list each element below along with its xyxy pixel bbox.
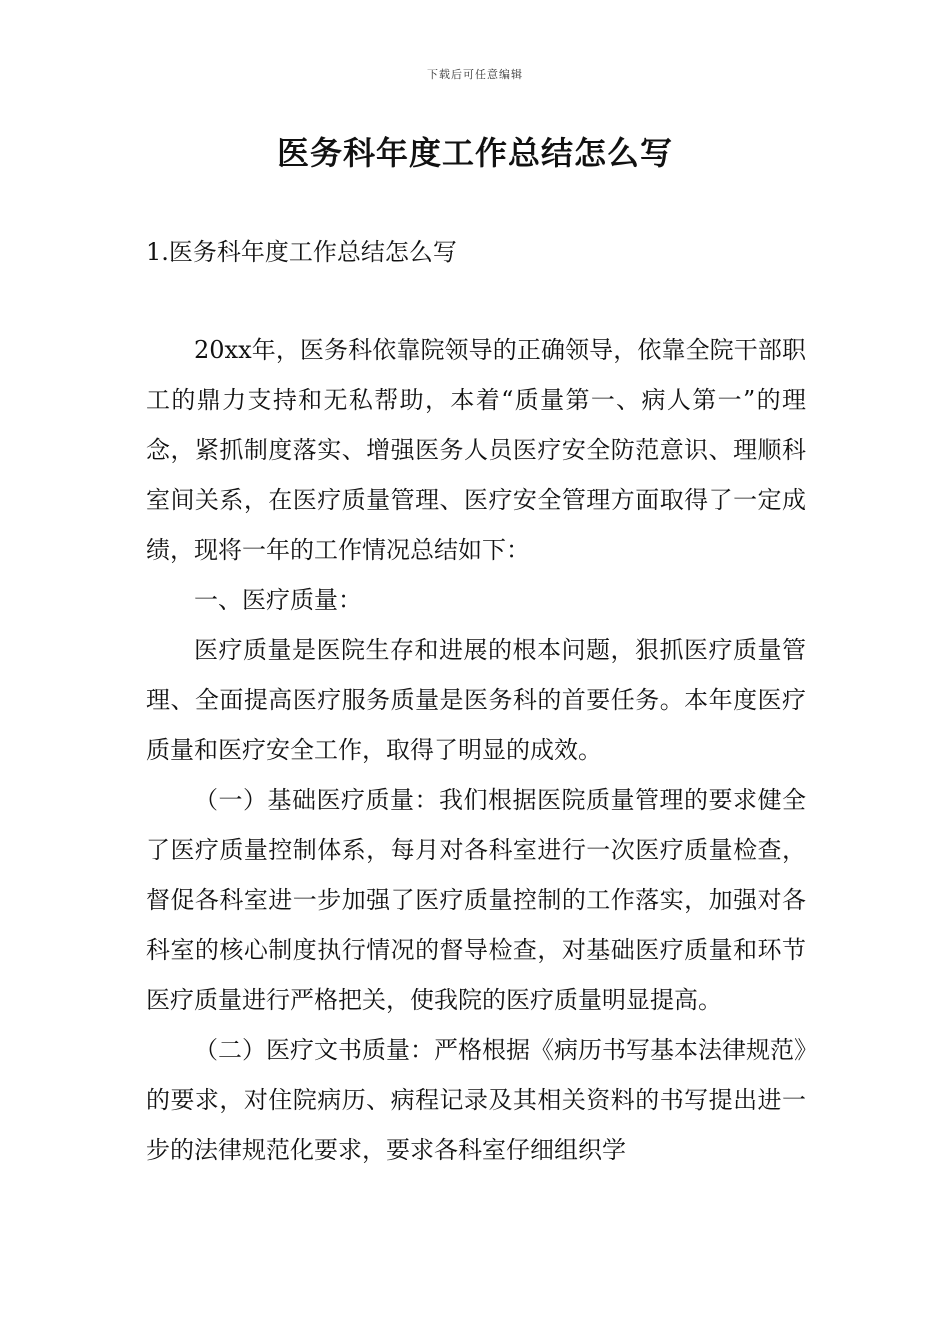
document-title: 医务科年度工作总结怎么写: [276, 134, 673, 172]
paragraph-basic-quality: （一）基础医疗质量：我们根据医院质量管理的要求健全了医疗质量控制体系，每月对各科室进行一次医疗质量检查，督促各科室进一步加强了医疗质量控制的工作落实，加强对各科室的核心制度执行情况的督导检查，对基础医疗质量和环节医疗质量进行严格把关，使我院的医疗质量明显提高。: [146, 786, 806, 1014]
section-heading: 1.医务科年度工作总结怎么写: [146, 238, 457, 266]
paragraph-medical-quality: 医疗质量是医院生存和进展的根本问题，狠抓医疗质量管理、全面提高医疗服务质量是医务科的首要任务。本年度医疗质量和医疗安全工作，取得了明显的成效。: [146, 636, 806, 764]
paragraph-heading-medical-quality: 一、医疗质量：: [194, 586, 362, 614]
paragraph-intro: 20xx年，医务科依靠院领导的正确领导，依靠全院干部职工的鼎力支持和无私帮助，本着“质量第一、病人第一”的理念，紧抓制度落实、增强医务人员医疗安全防范意识、理顺科室间关系，在医疗质量管理、医疗安全管理方面取得了一定成绩，现将一年的工作情况总结如下：: [146, 336, 806, 564]
paragraph-document-quality: （二）医疗文书质量：严格根据《病历书写基本法律规范》的要求，对住院病历、病程记录及其相关资料的书写提出进一步的法律规范化要求，要求各科室仔细组织学: [146, 1036, 806, 1164]
document-body: [146, 325, 806, 1175]
header-note: 下载后可任意编辑: [427, 68, 523, 81]
